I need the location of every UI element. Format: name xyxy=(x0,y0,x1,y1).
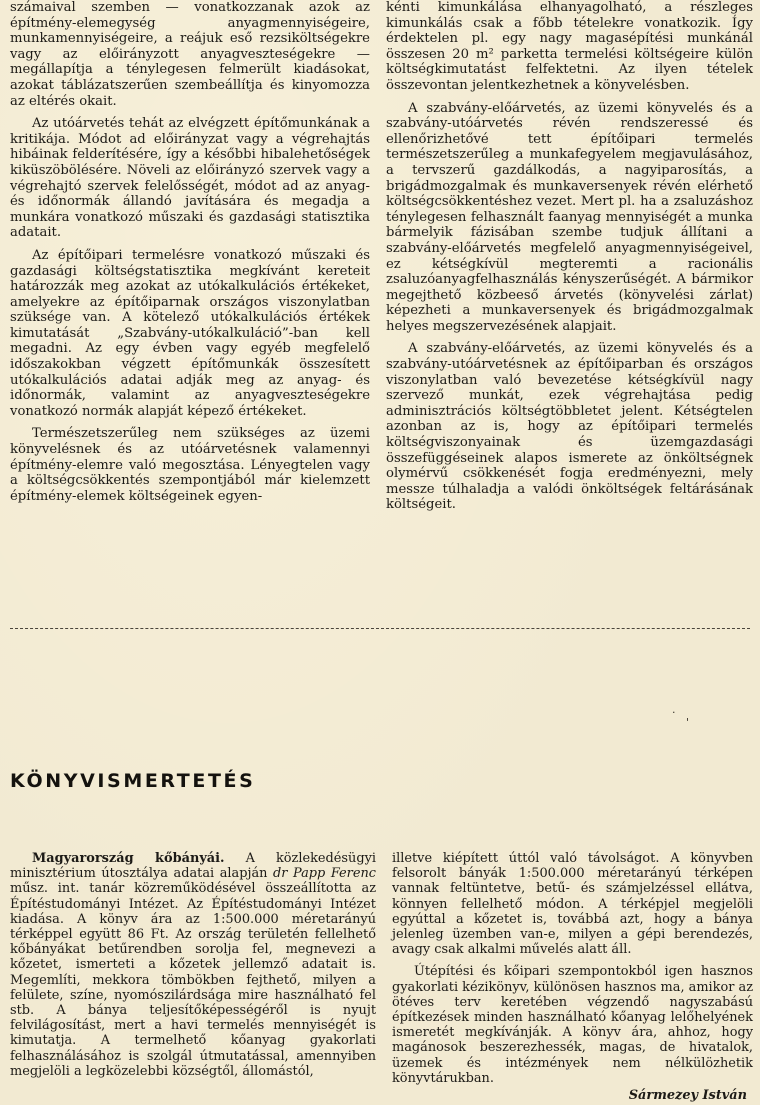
print-speck: ' xyxy=(686,716,690,729)
article-column-left xyxy=(10,0,370,504)
article-paragraph: Természetszerűleg nem szükséges az üzemi könyvelésnek és az utóárvetésnek valamennyi építmény-elemre való megosztása. Lényegtelen vagy a költségcsökkentés szempontjából már kielemzett építmény-elemek költségeinek egyen- xyxy=(10,426,370,504)
book-review-text: műsz. int. tanár közreműködésével összeállította az Építéstudományi Intézet. Az Építéstudományi Intézet kiadása. A könyv ára az 1:500.000 méretarányú térképpel együtt 86 Ft. Az ország területén fellelhető kőbányákat betűrendben sorolja fel, megnevezi a kőzetet, ismerteti a kőzetek jellemző adatait is. Megemlíti, mekkora tömbökben fejthető, milyen a felülete, színe, nyomószilárdsága mire használható fel stb. A bánya teljesítőképességéről is nyujt felvilágosítást, mert a havi termelés mennyiségét is kimutatja. A termelhető kőanyag gyakorlati felhasználásához is szolgál útmutatással, amennyiben megjelöli a legközelebbi községtől, állomástól, xyxy=(10,881,376,1079)
book-review-text: A közlekedésügyi minisztérium útosztálya adatai alapján xyxy=(10,851,376,882)
book-author-name: dr Papp Ferenc xyxy=(273,866,376,882)
book-review-column-right xyxy=(392,851,753,1103)
section-divider xyxy=(10,628,750,629)
article-paragraph: kénti kimunkálása elhanyagolható, a részleges kimunkálás csak a főbb tételekre vonatkozik. Így érdektelen pl. egy nagy magasépítési munkánál összesen 20 m² parketta termelési költségeire külön költségkimutatást felfektetni. Az ilyen tételek összevontan jelentkezhetnek a könyvelésben. xyxy=(386,0,753,93)
book-title: Magyarország kőbányái. xyxy=(32,851,225,866)
book-review-paragraph: Útépítési és kőipari szempontokból igen hasznos gyakorlati kézikönyv, különösen hasznos ma, amikor az ötéves terv keretében végzendő nagyszabású építkezések minden használható kőanyag lelőhelyének ismeretét megkívánják. A könyv ára, ahhoz, hogy magánosok beszerezhessék, magas, de hivatalok, üzemek és intézmények nem nélkülözhetik könyvtárukban. xyxy=(392,964,753,1086)
article-paragraph: számaival szemben — vonatkozzanak azok az építmény-elemegység anyagmennyiségeire, munkamennyiségeire, a reájuk eső rezsiköltségekre vagy az előirányzott anyagveszteségekre — megállapítja a ténylegesen felmerült kiadásokat, azokat táblázatszerűen szembeállítja és kinyomozza az eltérés okait. xyxy=(10,0,370,109)
reviewer-signature: Sármezey István xyxy=(628,1088,747,1104)
book-review-paragraph: illetve kiépített úttól való távolságot. A könyvben felsorolt bányák 1:500.000 méretarányú térképen vannak feltüntetve, betű- és számjelzéssel ellátva, könnyen fellelhető módon. A térképjel megjelöli egyúttal a kőzetet is, továbbá azt, hogy a bánya jelenleg üzemben van-e, milyen a gépi berendezés, avagy csak alkalmi művelés alatt áll. xyxy=(392,851,753,958)
article-paragraph: A szabvány-előárvetés, az üzemi könyvelés és a szabvány-utóárvetés révén rendszeressé és ellenőrizhetővé tett építőipari termelés természetszerűleg a munkafegyelem megjavulásához, a tervszerű gazdálkodás, a nagyiparosítás, a brigádmozgalmak és munkaversenyek révén elérhető költségcsökkentéshez vezet. Mert pl. ha a zsaluzáshoz ténylegesen felhasznált faanyag mennyiségét a munka bármelyik fázisában szembe tudjuk állítani a szabvány-előárvetés megfelelő anyagmennyiségeivel, ez kétségkívül megteremti a racionális zsaluzóanyagfelhasználás kényszerűségét. A bármikor megejthető közbeeső árvetés (könyvelési zárlat) képezheti a munkaversenyek és brigádmozgalmak helyes megszervezésének alapjait. xyxy=(386,100,753,334)
article-paragraph: A szabvány-előárvetés, az üzemi könyvelés és a szabvány-utóárvetésnek az építőiparban és országos viszonylatban való bevezetése kétségkívül nagy szervező munkát, ezek végrehajtása pedig adminisztrációs költségtöbbletet jelent. Kétségtelen azonban az is, hogy az építőipari termelés költségviszonyainak és üzemgazdasági összefüggéseinek alapos ismerete az önköltségnek olymérvű csökkenését fogja eredményezni, mely messze túlhaladja a valódi önköltségek feltárásának költségeit. xyxy=(386,341,753,513)
article-column-right xyxy=(386,0,753,513)
book-review-paragraph xyxy=(10,851,376,1079)
article-paragraph: Az építőipari termelésre vonatkozó műszaki és gazdasági költségstatisztika megkívánt kereteit határozzák meg azokat az utókalkulációs értékeket, amelyekre az építőiparnak országos viszonylatban szüksége van. A kötelező utókalkulációs értékek kimutatását „Szabvány-utókalkuláció”-ban kell megadni. Az egy évben vagy egyéb megfelelő időszakokban végzett építőmunkák összesített utókalkulációs adatai adják meg az anyag- és időnormák, valamint az anyagveszteségekre vonatkozó normák alapját képező értékeket. xyxy=(10,247,370,419)
print-speck: · xyxy=(672,706,676,719)
section-title: KÖNYVISMERTETÉS xyxy=(10,770,256,792)
book-review-column-left xyxy=(10,851,376,1079)
article-paragraph: Az utóárvetés tehát az elvégzett építőmunkának a kritikája. Módot ad előirányzat vagy a végrehajtás hibáinak felderítésére, így a későbbi hibalehetőségek kiküszöbölésére. Növeli az előirányzó szervek vagy a végrehajtó szervek felelősségét, módot ad az anyag- és időnormák állandó javítására és megadja a munkára vonatkozó műszaki és gazdasági statisztika adatait. xyxy=(10,116,370,241)
